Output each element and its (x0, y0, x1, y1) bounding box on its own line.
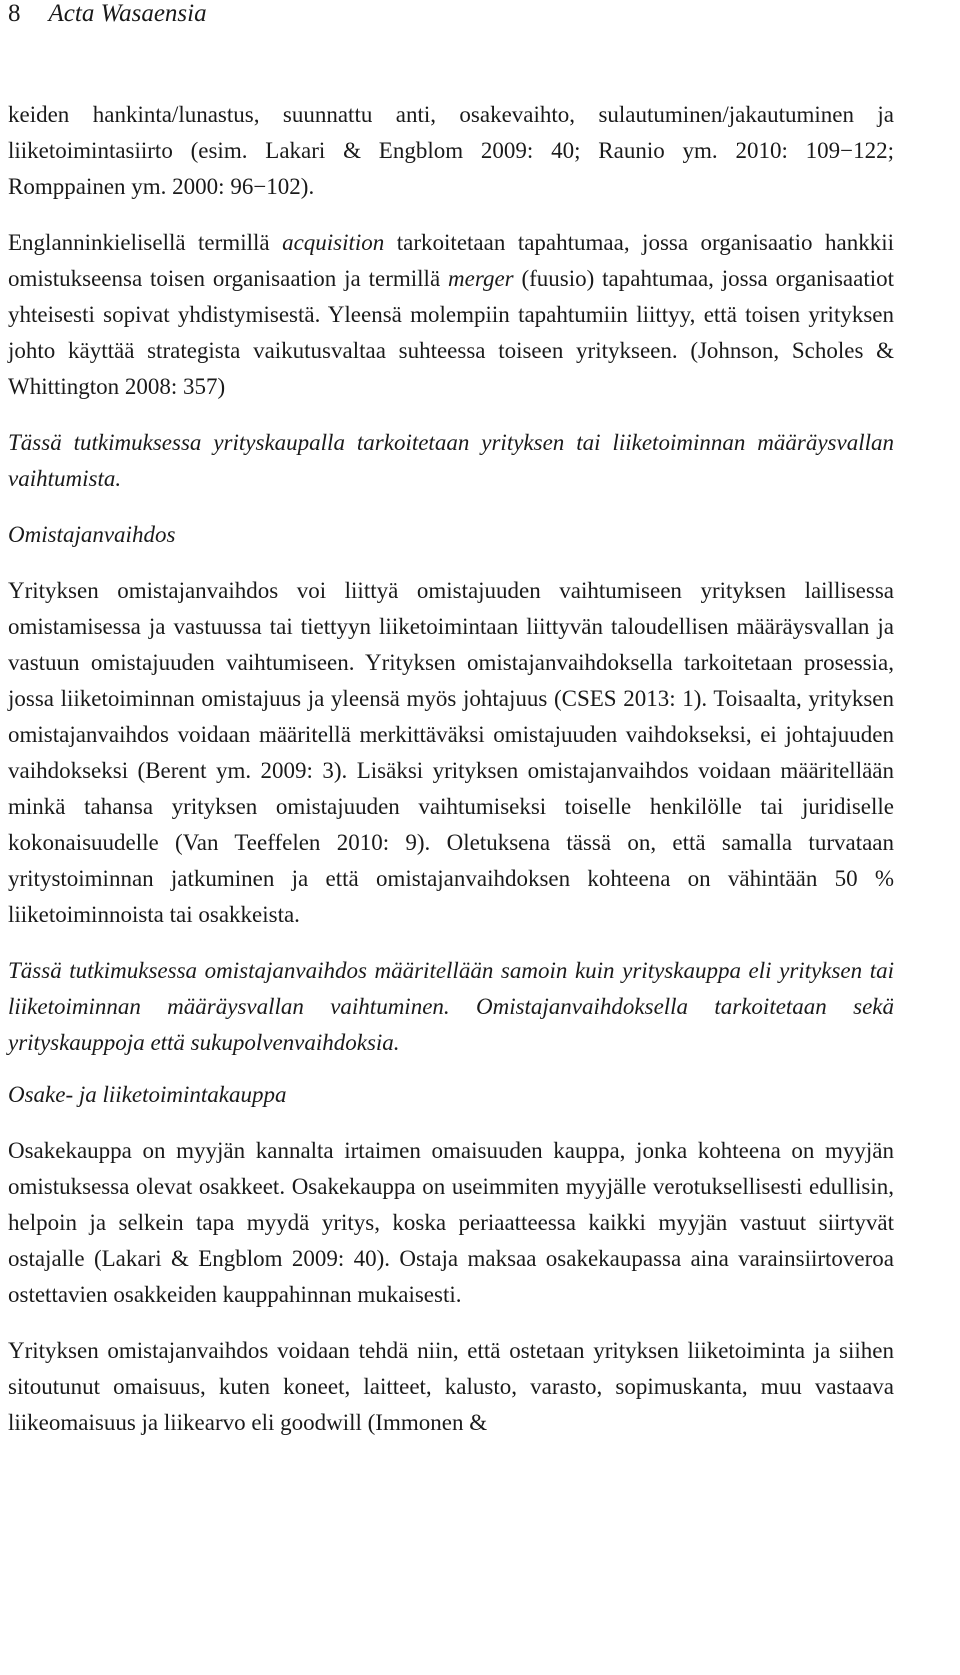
paragraph-7: Yrityksen omistajanvaihdos voidaan tehdä niin, että ostetaan yrityksen liiketoiminta ja siihen sitoutunut omaisuus, kuten koneet, laitteet, kalusto, varasto, sopimuskanta, muu vastaava liikeomaisuus ja liikearvo eli goodwill (Immonen & (8, 1338, 894, 1435)
document-body (8, 97, 894, 1441)
definition-paragraph-1: Tässä tutkimuksessa yrityskaupalla tarkoitetaan yrityksen tai liiketoiminnan määräysvallan vaihtumista. (8, 430, 894, 491)
term-merger: merger (448, 266, 514, 291)
term-acquisition: acquisition (282, 230, 385, 255)
paragraph-2-text-1: Englanninkielisellä termillä (8, 230, 283, 255)
journal-title: Acta Wasaensia (48, 0, 207, 27)
section-heading-osake-ja-liiketoimintakauppa: Osake- ja liiketoimintakauppa (8, 1082, 287, 1107)
paragraph-6: Osakekauppa on myyjän kannalta irtaimen omaisuuden kauppa, jonka kohteena on myyjän omistuksessa olevat osakkeet. Osakekauppa on useimmiten myyjälle verotuksellisesti edullisin, helpoin ja selkein tapa myydä yritys, koska periaatteessa kaikki myyjän vastuut siirtyvät ostajalle (Lakari & Engblom 2009: 40). Ostaja maksaa osakekaupassa aina varainsiirtoveroa ostettavien osakkeiden kauppahinnan mukaisesti. (8, 1138, 894, 1307)
page-number: 8 (8, 0, 21, 27)
page-header (8, 0, 207, 28)
paragraph-2-text-3: (fuusio) tapahtumaa, jossa organisaatiot yhteisesti sopivat yhdistymisestä. Yleensä molempiin tapahtumiin liittyy, että toisen yrityksen johto käyttää strategista vaikutusvaltaa suhteessa toiseen yritykseen. (Johnson, Scholes & Whittington 2008: 357) (8, 266, 895, 399)
paragraph-1: keiden hankinta/lunastus, suunnattu anti, osakevaihto, sulautuminen/jakautuminen ja liiketoimintasiirto (esim. Lakari & Engblom 2009: 40; Raunio ym. 2010: 109−122; Romppainen ym. 2000: 96−102). (8, 102, 894, 199)
paragraph-2-text-2: tarkoitetaan tapahtumaa, jossa organisaatio hankkii omistukseensa toisen organisaation ja termillä (8, 230, 894, 291)
definition-paragraph-2: Tässä tutkimuksessa omistajanvaihdos määritellään samoin kuin yrityskauppa eli yrityksen tai liiketoiminnan määräysvallan vaihtuminen. Omistajanvaihdoksella tarkoitetaan sekä yrityskauppoja että sukupolvenvaihdoksia. (8, 958, 894, 1055)
section-heading-omistajanvaihdos: Omistajanvaihdos (8, 522, 176, 547)
paragraph-2 (8, 225, 894, 405)
paragraph-4: Yrityksen omistajanvaihdos voi liittyä omistajuuden vaihtumiseen yrityksen laillisessa omistamisessa ja vastuussa tai tiettyyn liiketoimintaan liittyvän taloudellisen määräysvallan ja vastuun omistajuuden vaihtumiseen. Yrityksen omistajanvaihdoksella tarkoitetaan prosessia, jossa liiketoiminnan omistajuus ja yleensä myös johtajuus (CSES 2013: 1). Toisaalta, yrityksen omistajanvaihdos voidaan määritellä merkittäväksi omistajuuden vaihdokseksi, ei johtajuuden vaihdokseksi (Berent ym. 2009: 3). Lisäksi yrityksen omistajanvaihdos voidaan määritellään minkä tahansa yrityksen omistajuuden vaihtumiseksi toiselle henkilölle tai juridiselle kokonaisuudelle (Van Teeffelen 2010: 9). Oletuksena tässä on, että samalla turvataan yritystoiminnan jatkuminen ja että omistajanvaihdoksen kohteena on vähintään 50 % liiketoiminnoista tai osakkeista. (8, 578, 894, 927)
